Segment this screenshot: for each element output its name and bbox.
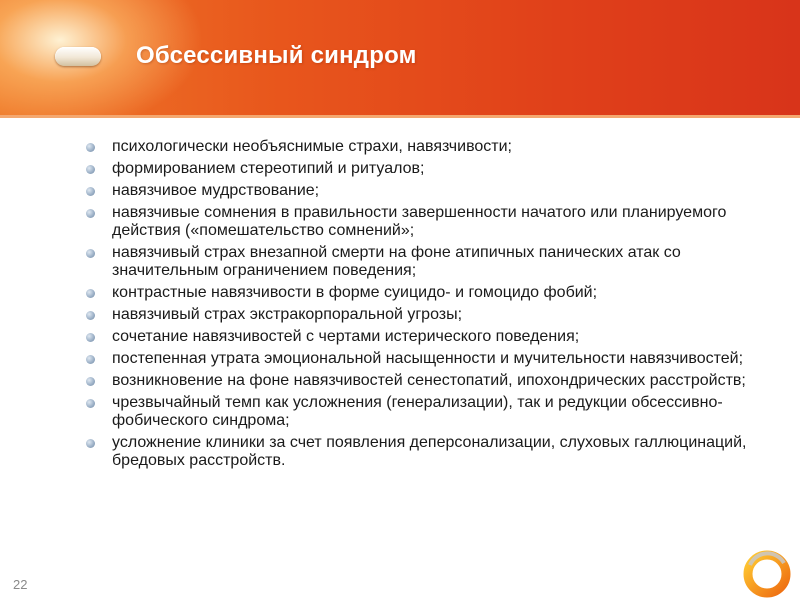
list-item-text: чрезвычайный темп как усложнения (генерализации), так и редукции обсессивно-фобического синдрома; (112, 394, 723, 429)
list-item (84, 138, 774, 156)
bullet-icon (86, 143, 95, 152)
bullet-icon (86, 355, 95, 364)
logo-icon (740, 547, 794, 601)
bullet-icon (86, 399, 95, 408)
list-item-text: контрастные навязчивости в форме суицидо- и гомоцидо фобий; (112, 284, 598, 301)
bullet-icon (86, 333, 95, 342)
list-item-text: постепенная утрата эмоциональной насыщенности и мучительности навязчивостей; (112, 350, 744, 367)
bullet-icon (86, 439, 95, 448)
list-item-text: сочетание навязчивостей с чертами истерического поведения; (112, 328, 580, 345)
slide-title: Обсессивный синдром (136, 42, 417, 69)
list-item-text: навязчивый страх внезапной смерти на фоне атипичных панических атак со значительным ограничением поведения; (112, 244, 681, 279)
list-item-text: усложнение клиники за счет появления деперсонализации, слуховых галлюцинаций, бредовых расстройств. (112, 434, 747, 469)
page-number: 22 (13, 577, 28, 592)
slide-header (0, 0, 800, 118)
bullet-icon (86, 249, 95, 258)
list-item (84, 372, 774, 390)
list-item (84, 328, 774, 346)
list-item-text: навязчивое мудрствование; (112, 182, 320, 199)
slide-content (84, 138, 774, 474)
list-item (84, 182, 774, 200)
list-item-text: возникновение на фоне навязчивостей сенестопатий, ипохондрических расстройств; (112, 372, 746, 389)
list-item (84, 434, 774, 470)
bullet-list (84, 138, 774, 470)
bullet-icon (86, 377, 95, 386)
bullet-icon (86, 289, 95, 298)
list-item-text: навязчивый страх экстракорпоральной угрозы; (112, 306, 463, 323)
bullet-icon (86, 187, 95, 196)
list-item (84, 350, 774, 368)
list-item-text: психологически необъяснимые страхи, навязчивости; (112, 138, 512, 155)
list-item (84, 284, 774, 302)
list-item (84, 306, 774, 324)
list-item-text: формированием стереотипий и ритуалов; (112, 160, 425, 177)
bullet-icon (86, 311, 95, 320)
bullet-icon (86, 209, 95, 218)
list-item (84, 160, 774, 178)
list-item (84, 204, 774, 240)
list-item-text: навязчивые сомнения в правильности завершенности начатого или планируемого действия («помешательство сомнений»; (112, 204, 727, 239)
list-item (84, 244, 774, 280)
pill-icon (55, 47, 101, 66)
list-item (84, 394, 774, 430)
bullet-icon (86, 165, 95, 174)
